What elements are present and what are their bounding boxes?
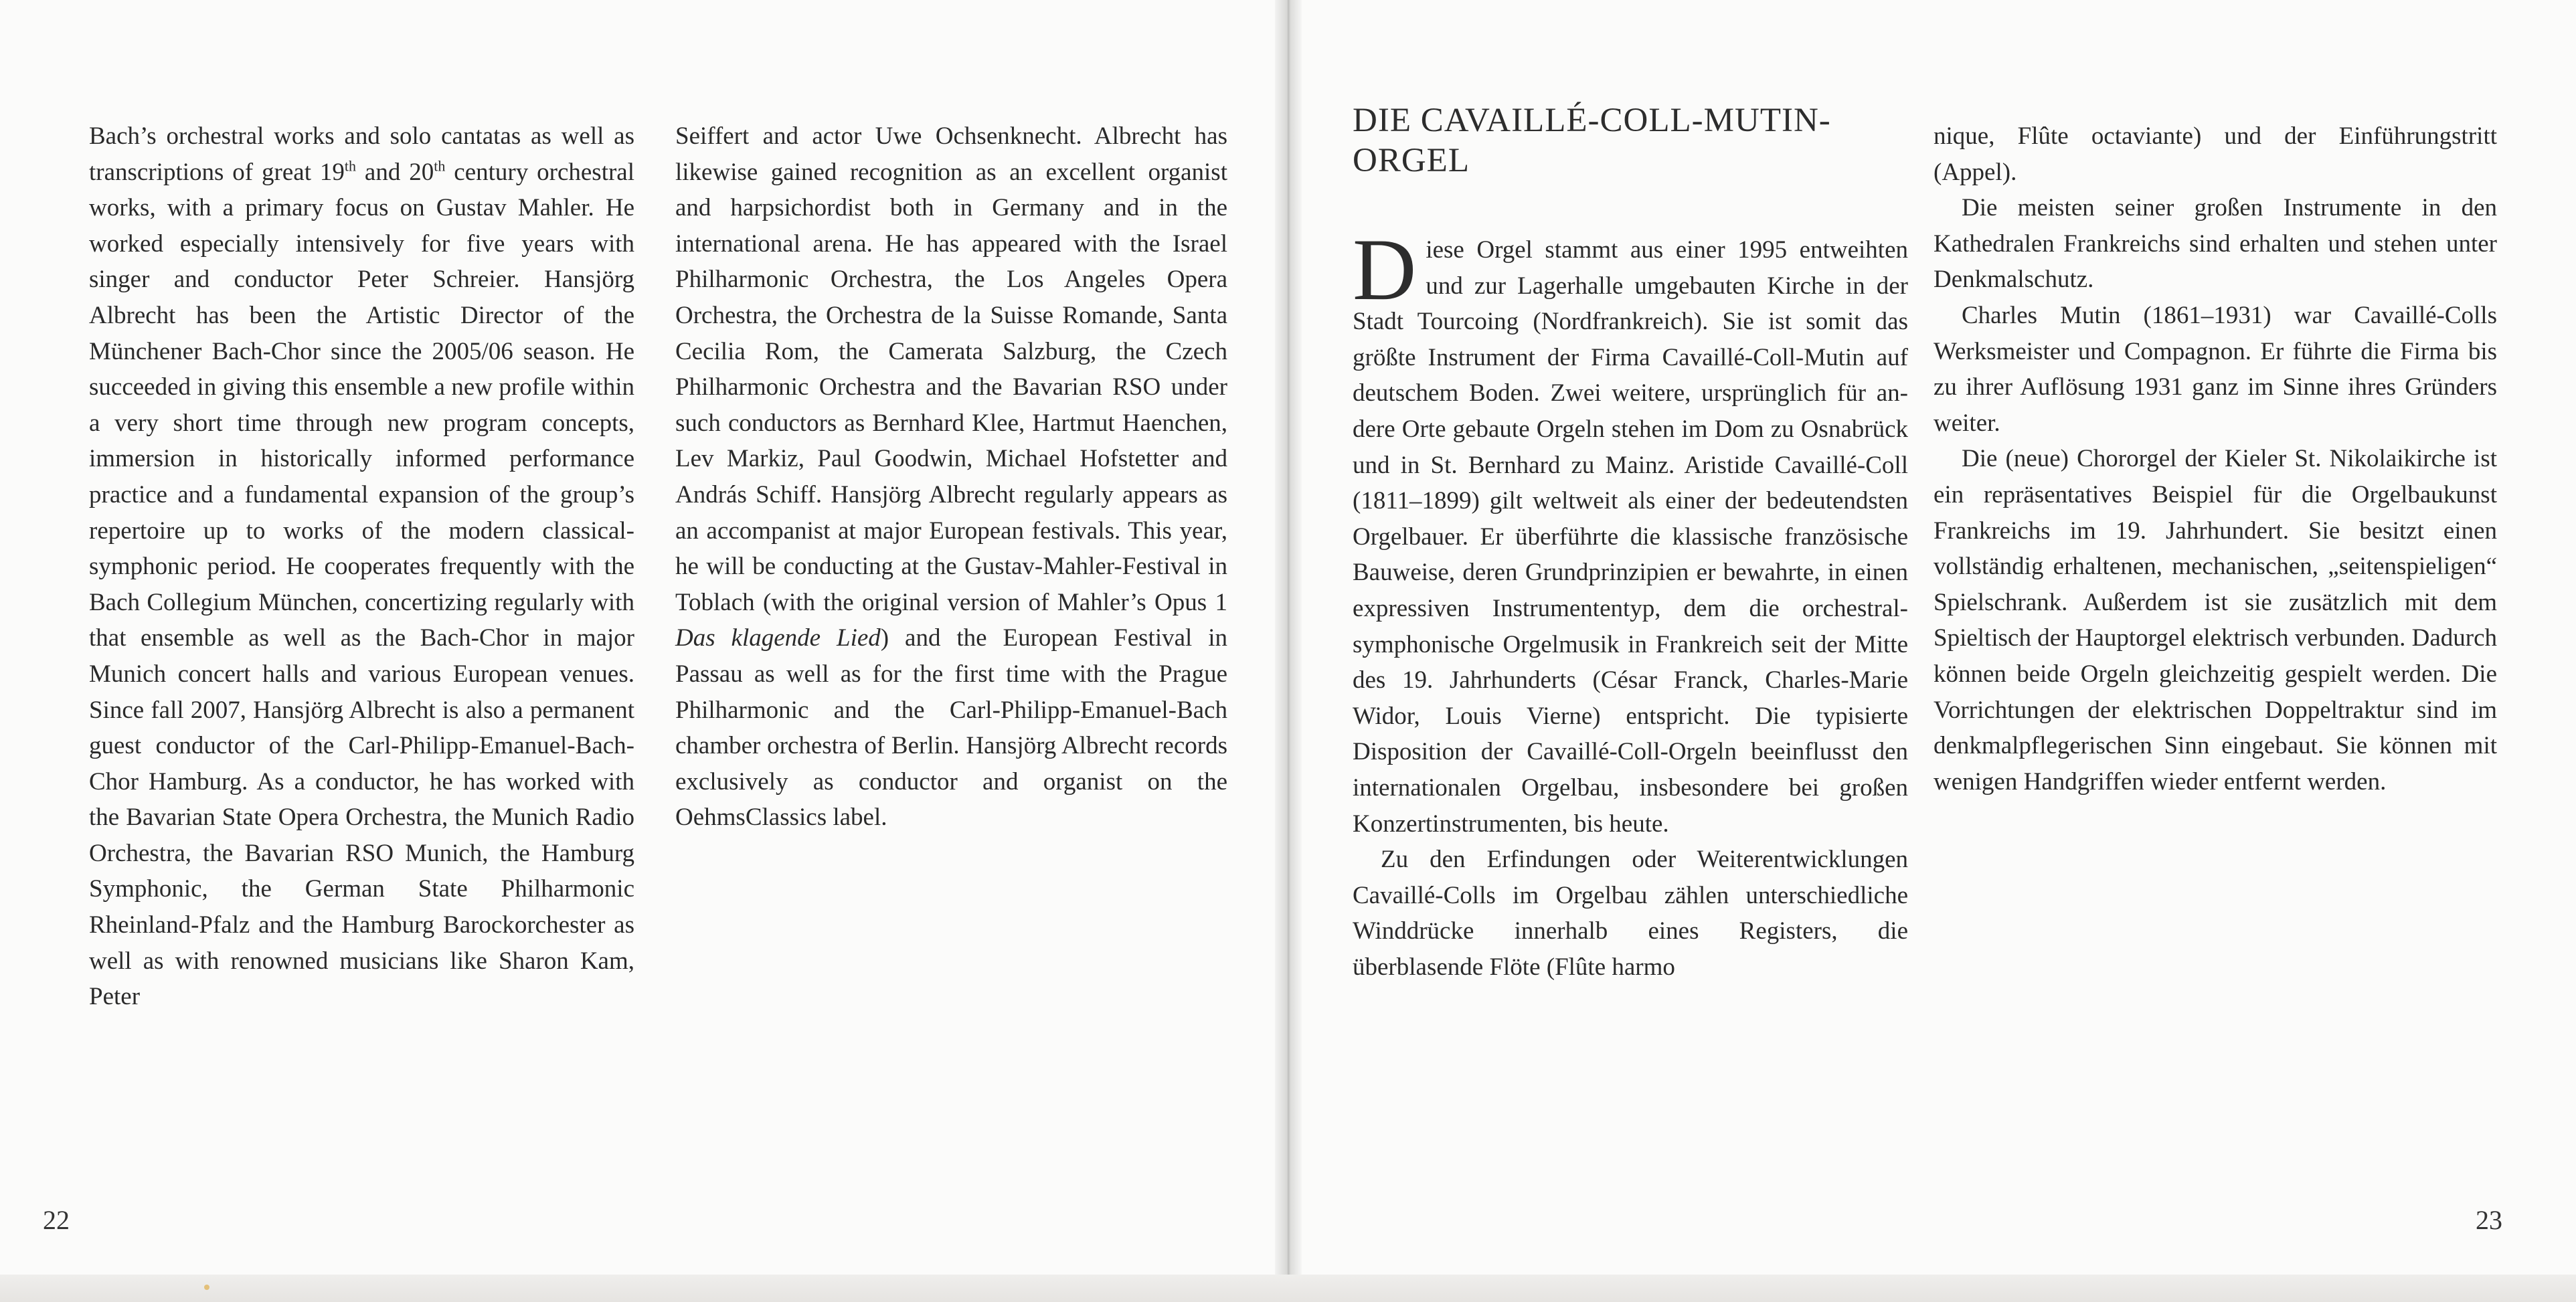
right-col1-paragraph-1: Diese Orgel stammt aus einer 1995 entweihten und zur Lagerhalle umgebauten Kirche in der Stadt Tourcoing (Nordfrankreich). Sie ist somit das größte Instrument der Firma Cavaillé-Coll-Mutin auf deutschem Boden. Zwei weitere, ursprünglich für andere Orte gebaute Orgeln stehen im Dom zu Osnabrück und in St. Bernhard zu Mainz. Aristide Cavaillé-Coll (1811–1899) gilt weltweit als einer der bedeutendsten Orgelbauer. Er überführte die klassische französische Bauweise, deren Grundprinzipien er bewahrte, in einen expressiven Instrumententyp, dem die orchestral-symphonische Orgelmusik in Frankreich seit der Mitte des 19. Jahrhunderts (César Franck, Charles-Marie Widor, Louis Vierne) entspricht. Die typisierte Disposition der Cavaillé-Coll-Orgeln beeinflusst den internationalen Orgelbau, insbesondere bei großen Konzertinstrumenten, bis heute. (1353, 220, 1908, 838)
right-column-1 (1353, 220, 1908, 985)
left-page (0, 0, 1282, 1302)
right-col2-paragraph-2: Die meisten seiner großen Instrumente in den Kathedralen Frankreichs sind erhalten und stehen unter Denkmalschutz. (1934, 194, 2497, 294)
right-column-2 (1934, 118, 2497, 800)
drop-cap: D (1353, 220, 1417, 318)
paper-speck (204, 1285, 209, 1290)
right-col2-paragraph-1: nique, Flûte octaviante) und der Einführungstritt (Appel). (1934, 122, 2497, 186)
right-col2-paragraph-4: Die (neue) Chororgel der Kieler St. Nikolaikirche ist ein repräsentatives Beispiel für die Orgelbaukunst Frankreichs im 19. Jahrhundert. Sie besitzt einen vollständig erhaltenen, mechanischen, „seitenspieligen“ Spielschrank. Außerdem ist sie zusätzlich mit dem Spieltisch der Hauptorgel elektrisch verbunden. Dadurch können beide Orgeln gleichzeitig gespielt werden. Die Vorrichtungen der elektrischen Doppeltraktur sind im denkmalpflegerischen Sinn eingebaut. Sie können mit wenigen Handgriffen wieder entfernt werden. (1934, 445, 2497, 796)
left-column-2 (675, 118, 1227, 836)
page-bottom-edge (0, 1275, 2576, 1302)
right-col1-paragraph-2: Zu den Erfindungen oder Weiterentwicklungen Cavaillé-Colls im Orgelbau zählen unterschiedliche Winddrücke innerhalb eines Registers, die überblasende Flöte (Flûte harmo (1353, 846, 1908, 981)
page-number-right: 23 (2476, 1205, 2502, 1235)
left-col2-paragraph: Seiffert and actor Uwe Ochsenknecht. Albrecht has likewise gained recognition as an excellent organist and harpsichordist both in Germany and in the international arena. He has appeared with the Israel Philharmonic Orchestra, the Los Angeles Opera Orchestra, the Orchestra de la Suisse Romande, Santa Cecilia Rom, the Camerata Salzburg, the Czech Philharmonic Orchestra and the Bavarian RSO under such conductors as Bernhard Klee, Hartmut Haenchen, Lev Markiz, Paul Goodwin, Michael Hofstetter and András Schiff. Hansjörg Albrecht regularly appears as an accompanist at major European festivals. This year, he will be conducting at the Gustav-Mahler-Festival in Toblach (with the original version of Mahler’s Opus 1 Das klagende Lied) and the European Festival in Passau as well as for the first time with the Prague Philharmonic and the Carl-Philipp-Emanuel-Bach chamber orchestra of Berlin. Hansjörg Albrecht records exclusively as conductor and organist on the OehmsClassics label. (675, 122, 1227, 832)
right-col2-paragraph-3: Charles Mutin (1861–1931) war Cavaillé-Colls Werksmeister und Compagnon. Er führte die Firma bis zu ihrer Auflösung 1931 ganz im Sinne ihres Gründers weiter. (1934, 301, 2497, 437)
book-gutter (1275, 0, 1302, 1302)
left-col1-paragraph: Bach’s orchestral works and solo cantatas as well as transcriptions of great 19th and 20th century orchestral works, with a primary focus on Gustav Mahler. He worked especially intensively for five years with singer and conductor Peter Schreier. Hansjörg Albrecht has been the Artistic Director of the Münchener Bach-Chor since the 2005/06 season. He succeeded in giving this ensemble a new profile within a very short time through new program concepts, immersion in historically informed performance practice and a fundamental expansion of the group’s repertoire up to works of the modern classical-symphonic period. He cooperates frequently with the Bach Collegium München, concertizing regularly with that ensemble as well as the Bach-Chor in major Munich concert halls and various European venues. Since fall 2007, Hansjörg Albrecht is also a permanent guest conductor of the Carl-Philipp-Emanuel-Bach-Chor Hamburg. As a conductor, he has worked with the Bavarian State Opera Orchestra, the Munich Radio Orchestra, the Bavarian RSO Munich, the Hamburg Symphonic, the German State Philharmonic Rheinland-Pfalz and the Hamburg Barockorchester as well as with renowned musicians like Sharon Kam, Peter (89, 122, 634, 1011)
page-number-left: 22 (43, 1205, 70, 1235)
left-column-1 (89, 118, 634, 1015)
section-heading: DIE CAVAILLÉ-COLL-MUTIN-ORGEL (1353, 102, 1831, 179)
